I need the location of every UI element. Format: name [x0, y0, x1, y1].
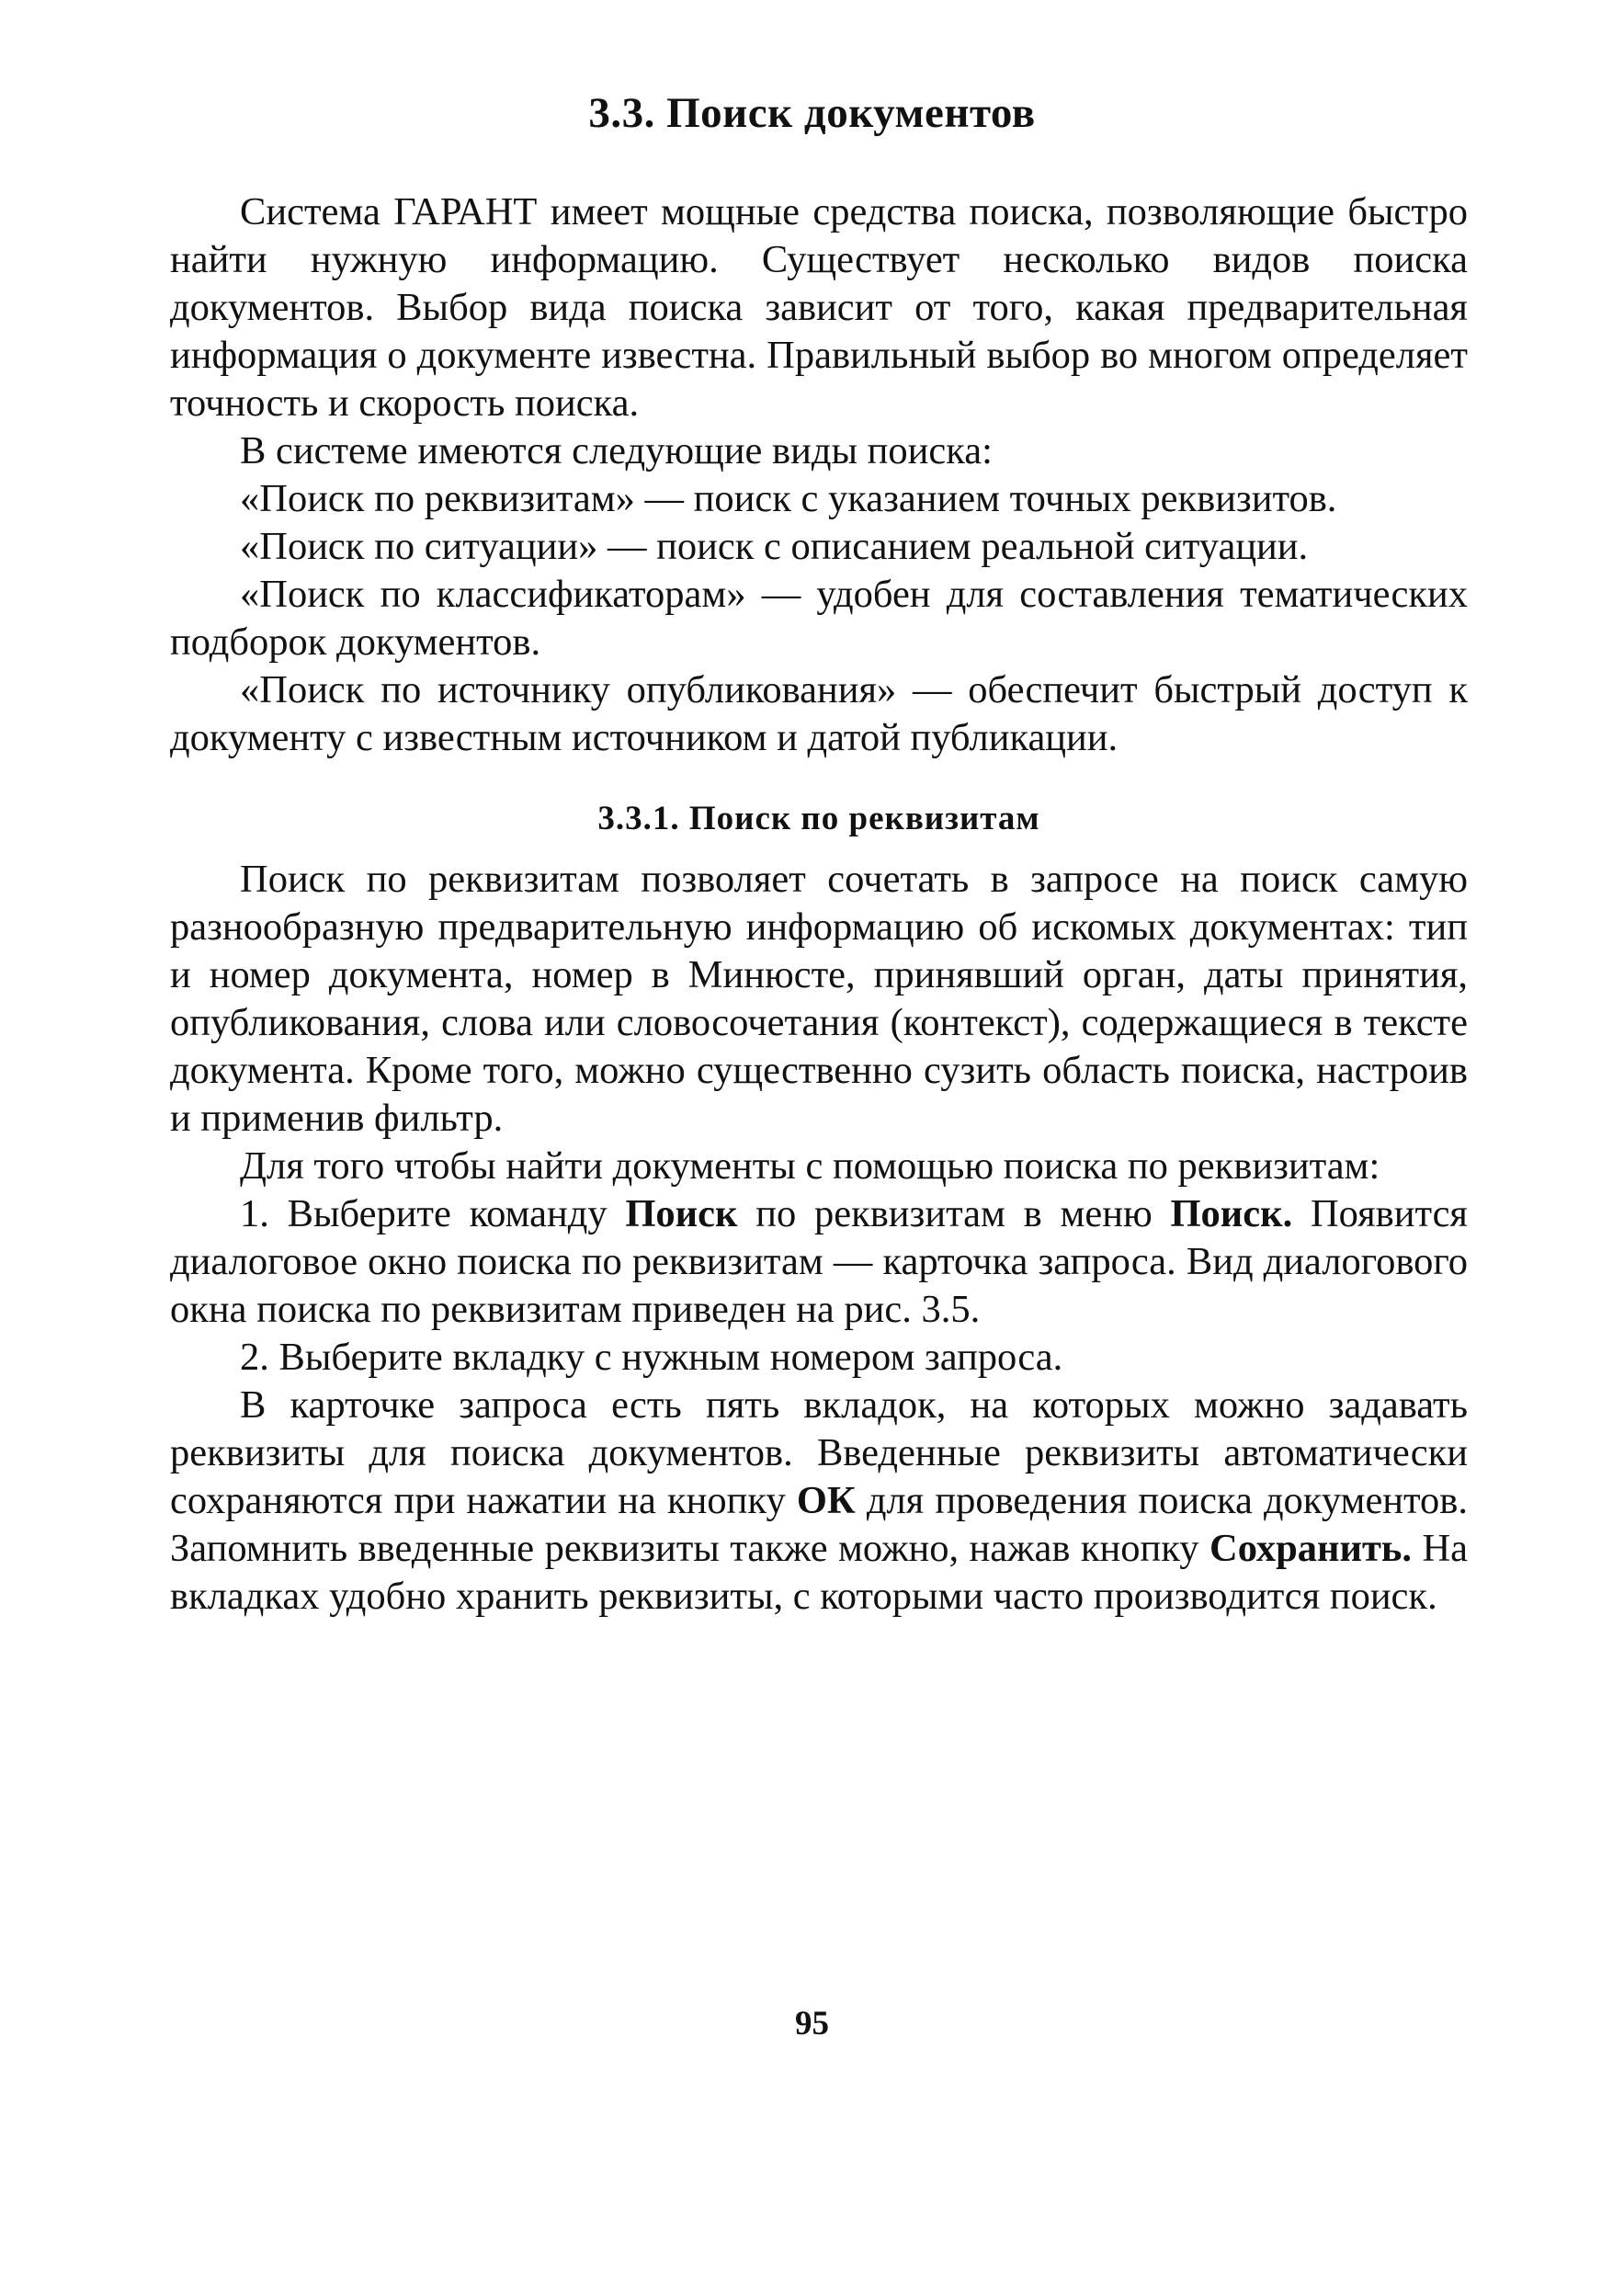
step-text: Появится диалоговое окно поиска по реквизитам — карточка запроса. Вид диалогового окна поиска по реквизитам приведен на рис. 3.5.: [170, 1192, 1468, 1331]
paragraph: Система ГАРАНТ имеет мощные средства поиска, позволяющие быстро найти нужную информацию. Существует несколько видов поиска документов. Выбор вида поиска зависит от того, какая предварительная информация о документе известна. Правильный выбор во многом определяет точность и скорость поиска.: [170, 190, 1468, 425]
page-body: [170, 188, 1468, 1621]
paragraph: Поиск по реквизитам позволяет сочетать в запросе на поиск самую разнообразную предварительную информацию об искомых документах: тип и номер документа, номер в Минюсте, принявший орган, даты принятия, опубликования, слова или словосочетания (контекст), содержащиеся в тексте документа. Кроме того, можно существенно сузить область поиска, настроив и применив фильтр.: [170, 858, 1468, 1140]
step-1: [170, 1190, 1468, 1334]
bold-term: Сохранить.: [1209, 1527, 1412, 1570]
step-2: 2. Выберите вкладку с нужным номером запроса.: [240, 1336, 1063, 1379]
paragraph-text: В карточке запроса есть пять вкладок, на которых можно задавать реквизиты для поиска документов. Введенные реквизиты автоматически сохраняются при нажатии на кнопку: [170, 1383, 1468, 1522]
bold-term: ОК: [796, 1479, 856, 1522]
paragraph: В системе имеются следующие виды поиска:: [240, 429, 993, 472]
search-type-item: «Поиск по источнику опубликования» — обеспечит быстрый доступ к документу с известным источником и датой публикации.: [170, 668, 1468, 759]
paragraph: Для того чтобы найти документы с помощью поиска по реквизитам:: [240, 1144, 1380, 1188]
bold-term: Поиск: [625, 1192, 738, 1235]
paragraph-text: На вкладках удобно хранить реквизиты, с которыми часто производится поиск.: [170, 1527, 1469, 1618]
paragraph-text: для проведения поиска документов. Запомнить введенные реквизиты также можно, нажав кнопку: [170, 1479, 1469, 1570]
bold-term: Поиск.: [1170, 1192, 1293, 1235]
search-type-item: «Поиск по реквизитам» — поиск с указанием точных реквизитов.: [240, 477, 1337, 520]
search-type-item: «Поиск по ситуации» — поиск с описанием реальной ситуации.: [240, 525, 1309, 568]
section-title: 3.3. Поиск документов: [588, 89, 1036, 137]
paragraph: [170, 1382, 1468, 1621]
step-text: по реквизитам в меню: [737, 1192, 1171, 1235]
subsection-heading: 3.3.1. Поиск по реквизитам: [597, 800, 1040, 837]
page-number: 95: [795, 2005, 829, 2042]
search-type-item: «Поиск по классификаторам» — удобен для составления тематических подборок документов.: [170, 573, 1468, 664]
step-text: 1. Выберите команду: [240, 1192, 626, 1235]
